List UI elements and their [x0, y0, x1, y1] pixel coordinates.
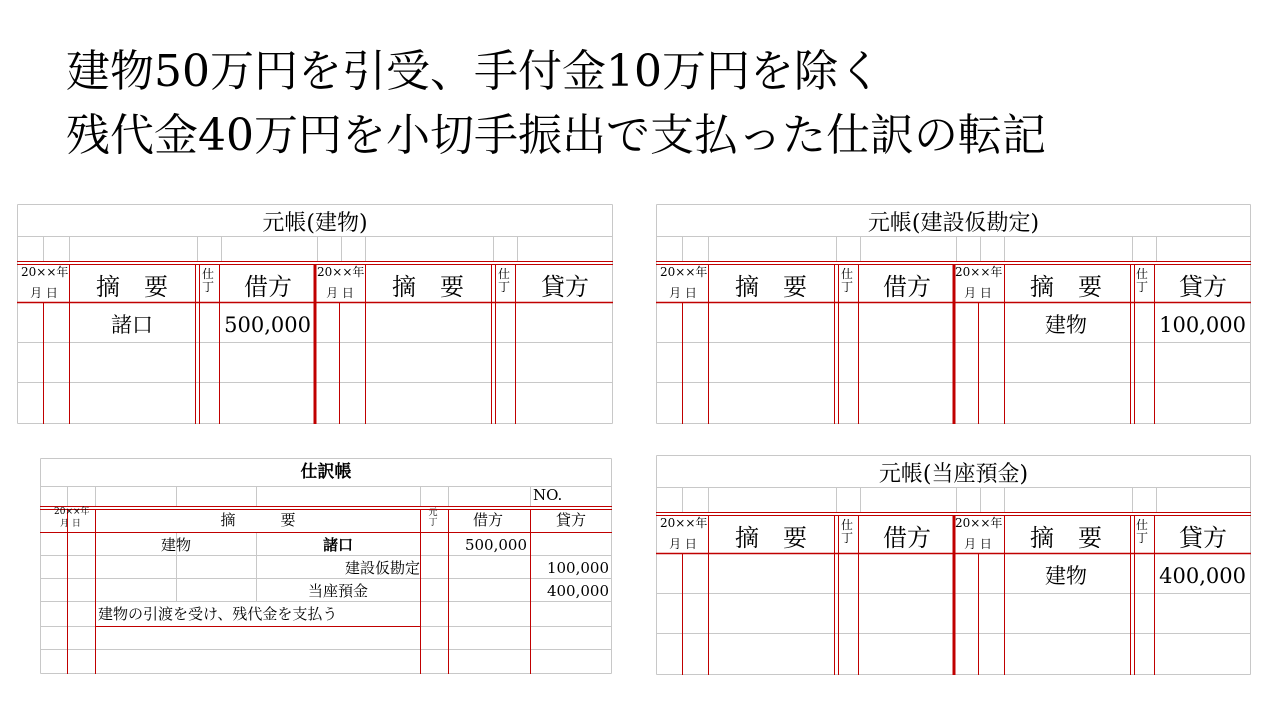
journal-page-no: NO. [533, 486, 563, 504]
header-debit: 借方 [244, 273, 292, 301]
header-check: 仕丁 [840, 518, 853, 545]
journal-row-credit: 100,000 [546, 559, 609, 577]
header-date-md: 月 日 [669, 286, 697, 300]
header-credit: 貸方 [541, 273, 589, 301]
header-date-year: 20××年 [955, 265, 1003, 279]
header-date-year: 20××年 [660, 265, 708, 279]
header-check: 仕丁 [497, 267, 510, 294]
header-date-year: 20××年 [317, 265, 365, 279]
ledger-building-grid [17, 204, 613, 424]
journal-row-credit-account: 当座預金 [307, 582, 368, 600]
header-check: 仕丁 [1135, 267, 1148, 294]
header-date-year: 20××年 [955, 516, 1003, 530]
journal-header-ref: 元丁 [428, 508, 438, 528]
header-description: 摘 要 [1030, 524, 1102, 552]
header-credit: 貸方 [1179, 273, 1227, 301]
header-check: 仕丁 [201, 267, 214, 294]
credit-entry-amount: 400,000 [1159, 564, 1246, 588]
credit-entry-description: 建物 [1045, 564, 1087, 588]
header-description: 摘 要 [96, 273, 168, 301]
credit-entry-description: 建物 [1045, 313, 1087, 337]
header-date-year: 20××年 [21, 265, 69, 279]
journal-row-credit-account: 諸口 [322, 536, 353, 554]
debit-entry-amount: 500,000 [224, 313, 311, 337]
header-date-md: 月 日 [326, 286, 354, 300]
journal-row-credit-account: 建設仮勘定 [344, 559, 420, 577]
header-description: 摘 要 [1030, 273, 1102, 301]
journal-header-credit: 貸方 [555, 511, 586, 529]
ledger-construction-in-progress [656, 204, 1251, 424]
header-date-md: 月 日 [964, 537, 992, 551]
journal-header-description: 摘 要 [220, 511, 296, 529]
journal-row-debit-account: 建物 [160, 536, 191, 554]
header-debit: 借方 [883, 524, 931, 552]
header-date-md: 月 日 [30, 286, 58, 300]
journal-header-date-year: 20××年 [54, 507, 90, 517]
header-description: 摘 要 [735, 524, 807, 552]
header-date-md: 月 日 [669, 537, 697, 551]
journal-header-debit: 借方 [472, 511, 503, 529]
header-description: 摘 要 [735, 273, 807, 301]
journal-header-date-md: 月 日 [60, 519, 81, 529]
slide-title-line2: 残代金40万円を小切手振出で支払った仕訳の転記 [66, 110, 1046, 161]
header-check: 仕丁 [840, 267, 853, 294]
header-description: 摘 要 [392, 273, 464, 301]
header-debit: 借方 [883, 273, 931, 301]
journal-row-credit: 400,000 [546, 582, 609, 600]
header-check: 仕丁 [1135, 518, 1148, 545]
ledger-title: 元帳(建設仮勘定) [867, 211, 1040, 236]
ledger-checking-account [656, 455, 1251, 675]
ledger-title: 元帳(当座預金) [878, 462, 1029, 487]
credit-entry-amount: 100,000 [1159, 313, 1246, 337]
debit-entry-description: 諸口 [111, 313, 153, 337]
journal [40, 458, 612, 674]
ledger-title: 元帳(建物) [262, 211, 368, 236]
journal-title: 仕訳帳 [300, 462, 352, 482]
ledger-building [17, 204, 613, 424]
slide-title-line1: 建物50万円を引受、手付金10万円を除く [66, 46, 882, 97]
header-date-md: 月 日 [964, 286, 992, 300]
header-credit: 貸方 [1179, 524, 1227, 552]
journal-memo: 建物の引渡を受け、残代金を支払う [98, 605, 338, 623]
header-date-year: 20××年 [660, 516, 708, 530]
journal-row-debit: 500,000 [464, 536, 527, 554]
